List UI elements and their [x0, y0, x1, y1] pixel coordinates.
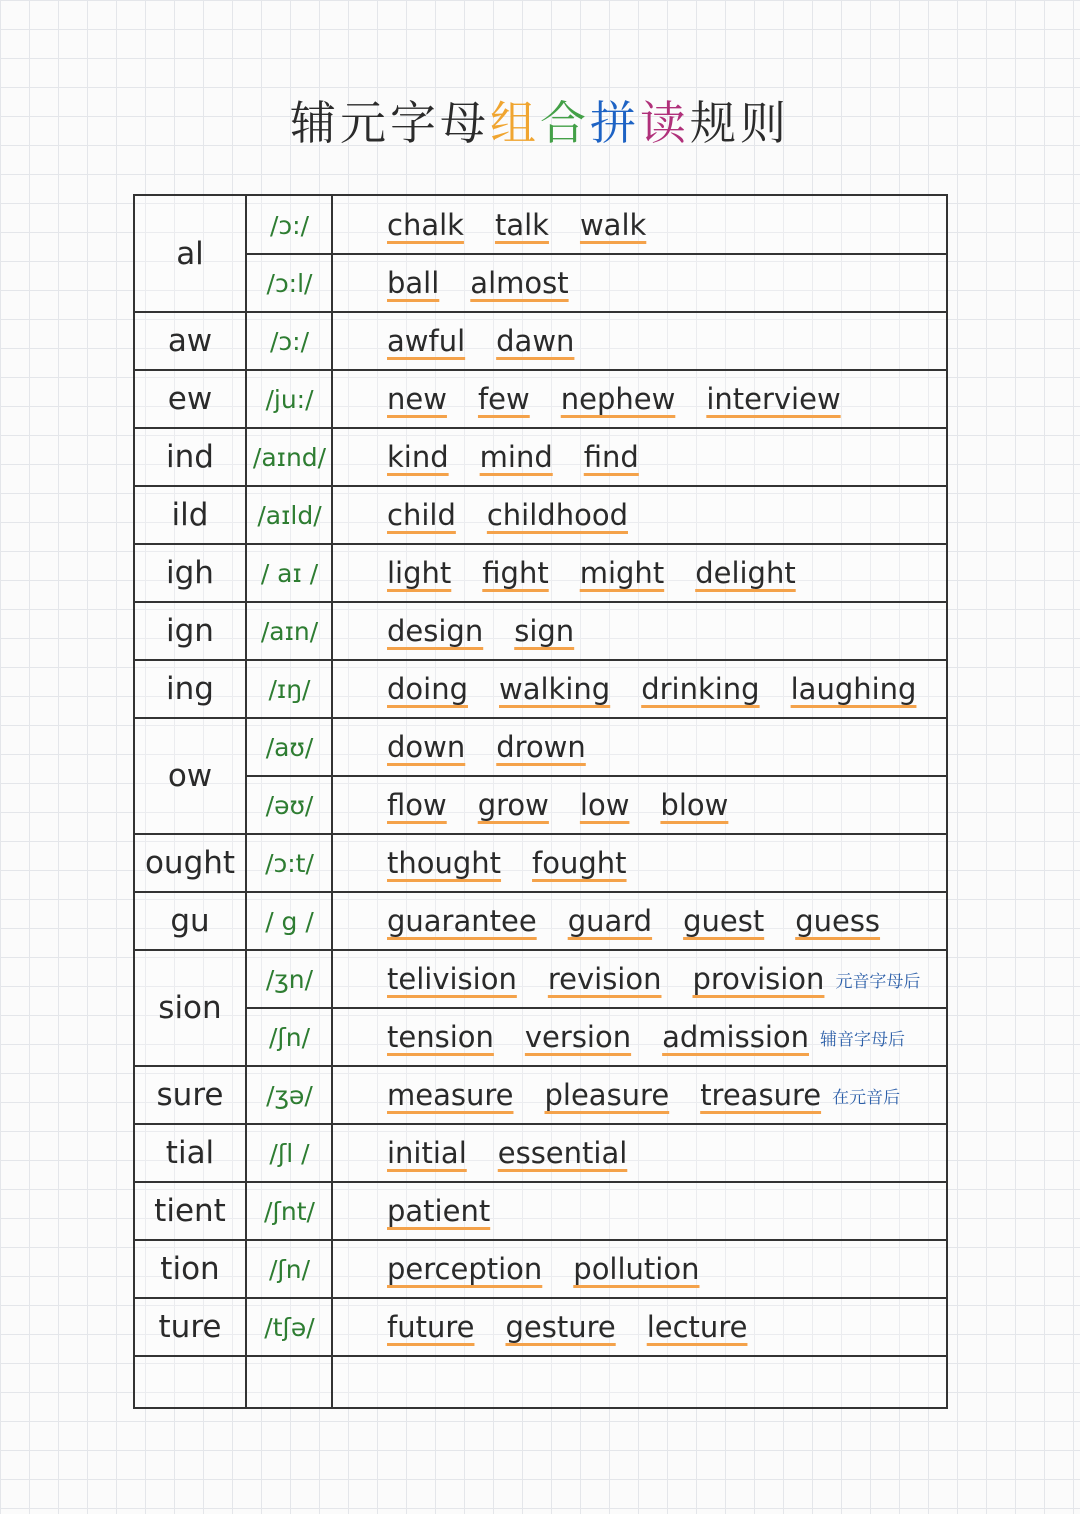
example-words [387, 1008, 940, 1066]
example-word: dawn [496, 324, 575, 358]
example-word: design [387, 614, 484, 648]
example-word: admission [662, 1020, 809, 1054]
phonetic-text: /ʃn/ [268, 1254, 311, 1284]
letter-combination: ew [167, 381, 213, 417]
page-title [0, 88, 1080, 158]
phonetic-symbol [247, 486, 332, 544]
row-divider [135, 1355, 946, 1357]
phonetic-text: /ɔ:t/ [265, 848, 314, 878]
example-word: flow [387, 788, 447, 822]
example-word: pleasure [544, 1078, 670, 1112]
phonetic-symbol [247, 834, 332, 892]
letter-combination: al [176, 236, 204, 272]
example-word: thought [387, 846, 502, 880]
phonetic-text: /ʃn/ [268, 1022, 311, 1052]
example-word: pollution [573, 1252, 700, 1286]
example-word: nephew [560, 382, 676, 416]
example-word: telivision [387, 962, 517, 996]
example-word: mind [479, 440, 553, 474]
example-word: perception [387, 1252, 543, 1286]
phonetic-symbol [247, 1008, 332, 1066]
example-word: fight [482, 556, 549, 590]
example-words [387, 892, 940, 950]
phonetic-symbol [247, 312, 332, 370]
example-word: interview [706, 382, 841, 416]
phonetic-symbol [247, 1124, 332, 1182]
example-words [387, 312, 940, 370]
rule-note: 元音字母后 [835, 971, 921, 992]
example-word: guard [567, 904, 653, 938]
example-words [387, 1298, 940, 1356]
phonetic-text: / aɪ / [260, 558, 319, 588]
example-word: low [579, 788, 630, 822]
example-word: measure [387, 1078, 514, 1112]
letter-combination: tion [160, 1251, 220, 1287]
title-char: 拼 [590, 96, 640, 150]
example-word: essential [497, 1136, 628, 1170]
phonetic-symbol [247, 660, 332, 718]
example-word: guess [795, 904, 881, 938]
example-word: future [387, 1310, 475, 1344]
letter-combination: ture [158, 1309, 222, 1345]
example-words [387, 1066, 940, 1124]
example-word: almost [470, 266, 569, 300]
phonetic-symbol [247, 254, 332, 312]
example-words [387, 196, 940, 254]
title-char: 辅 [290, 96, 340, 150]
phonetic-text: /ʒn/ [265, 964, 314, 994]
phonics-table [133, 194, 948, 1409]
example-word: patient [387, 1194, 491, 1228]
phonetic-text: /aʊ/ [265, 732, 314, 762]
example-word: talk [494, 208, 549, 242]
title-char: 则 [740, 96, 790, 150]
example-word: kind [387, 440, 449, 474]
phonetic-text: /ɪŋ/ [268, 674, 311, 704]
phonetic-symbol [247, 602, 332, 660]
phonetic-symbol [247, 370, 332, 428]
phonetic-symbol [247, 196, 332, 254]
example-words [387, 1182, 940, 1240]
example-word: light [387, 556, 452, 590]
phonetic-text: /əʊ/ [265, 790, 314, 820]
example-word: drown [496, 730, 586, 764]
example-word: delight [695, 556, 796, 590]
example-word: gesture [505, 1310, 616, 1344]
letter-combination: tial [165, 1135, 215, 1171]
phonetic-symbol [247, 1182, 332, 1240]
letter-combination: ing [166, 671, 214, 707]
title-char: 组 [490, 96, 540, 150]
phonetic-text: /ɔ:/ [269, 210, 309, 240]
example-word: few [477, 382, 530, 416]
example-words [387, 254, 940, 312]
phonetic-text: /aɪld/ [257, 500, 322, 530]
phonetic-text: /ʃl / [269, 1138, 310, 1168]
title-char: 字 [390, 96, 440, 150]
rule-note: 在元音后 [832, 1087, 901, 1108]
example-words [387, 602, 940, 660]
example-word: lecture [646, 1310, 748, 1344]
rule-note: 辅音字母后 [820, 1029, 905, 1050]
example-words [387, 834, 940, 892]
example-words [387, 486, 940, 544]
phonetic-text: /ɔ:/ [269, 326, 309, 356]
example-words [387, 660, 940, 718]
example-words [387, 1240, 940, 1298]
example-words [387, 544, 940, 602]
phonetic-text: /ʒə/ [266, 1080, 313, 1110]
example-word: childhood [486, 498, 628, 532]
letter-combination: ought [144, 845, 236, 881]
example-word: fought [532, 846, 627, 880]
example-words [387, 428, 940, 486]
letter-combination: gu [170, 903, 210, 939]
example-word: find [583, 440, 639, 474]
phonetic-symbol [247, 1298, 332, 1356]
example-word: provision [692, 962, 825, 996]
example-word: guarantee [387, 904, 537, 938]
example-word: version [524, 1020, 632, 1054]
example-words [387, 718, 940, 776]
example-word: child [387, 498, 456, 532]
example-word: treasure [700, 1078, 822, 1112]
letter-combination: ign [166, 613, 214, 649]
phonetic-text: /aɪnd/ [252, 442, 327, 472]
example-words [387, 1124, 940, 1182]
example-word: blow [660, 788, 729, 822]
example-word: walk [579, 208, 647, 242]
phonetic-symbol [247, 1066, 332, 1124]
example-words [387, 776, 940, 834]
letter-combination: tient [154, 1193, 226, 1229]
example-word: ball [387, 266, 440, 300]
example-word: chalk [387, 208, 464, 242]
title-char: 读 [640, 96, 690, 150]
example-words [387, 370, 940, 428]
example-word: guest [683, 904, 765, 938]
letter-combination: aw [167, 323, 213, 359]
title-char: 合 [540, 96, 590, 150]
example-word: tension [387, 1020, 494, 1054]
phonetic-symbol [247, 544, 332, 602]
example-word: doing [387, 672, 468, 706]
example-word: walking [499, 672, 611, 706]
letter-combination: ild [171, 497, 209, 533]
phonetic-text: / g / [265, 906, 314, 936]
letter-combination: sure [156, 1077, 224, 1113]
example-word: might [579, 556, 665, 590]
phonetic-text: /ʃnt/ [264, 1196, 315, 1226]
title-char: 母 [440, 96, 490, 150]
letter-combination: sion [158, 990, 222, 1026]
phonetic-symbol [247, 776, 332, 834]
example-words [387, 950, 940, 1008]
phonetic-text: /ju:/ [265, 384, 314, 414]
example-word: laughing [790, 672, 917, 706]
phonetic-symbol [247, 718, 332, 776]
example-word: revision [547, 962, 662, 996]
example-word: initial [387, 1136, 467, 1170]
example-word: sign [514, 614, 575, 648]
example-word: grow [477, 788, 549, 822]
letter-combination: ind [166, 439, 214, 475]
title-char: 元 [340, 96, 390, 150]
phonetic-text: /aɪn/ [260, 616, 319, 646]
example-word: drinking [641, 672, 760, 706]
title-char: 规 [690, 96, 740, 150]
example-word: new [387, 382, 447, 416]
phonetic-symbol [247, 892, 332, 950]
letter-combination: ow [167, 758, 213, 794]
phonetic-symbol [247, 1240, 332, 1298]
phonetic-text: /tʃə/ [264, 1312, 315, 1342]
phonetic-symbol [247, 950, 332, 1008]
phonetic-text: /ɔ:l/ [266, 268, 313, 298]
phonetic-symbol [247, 428, 332, 486]
example-word: down [387, 730, 466, 764]
letter-combination: igh [166, 555, 214, 591]
example-word: awful [387, 324, 466, 358]
